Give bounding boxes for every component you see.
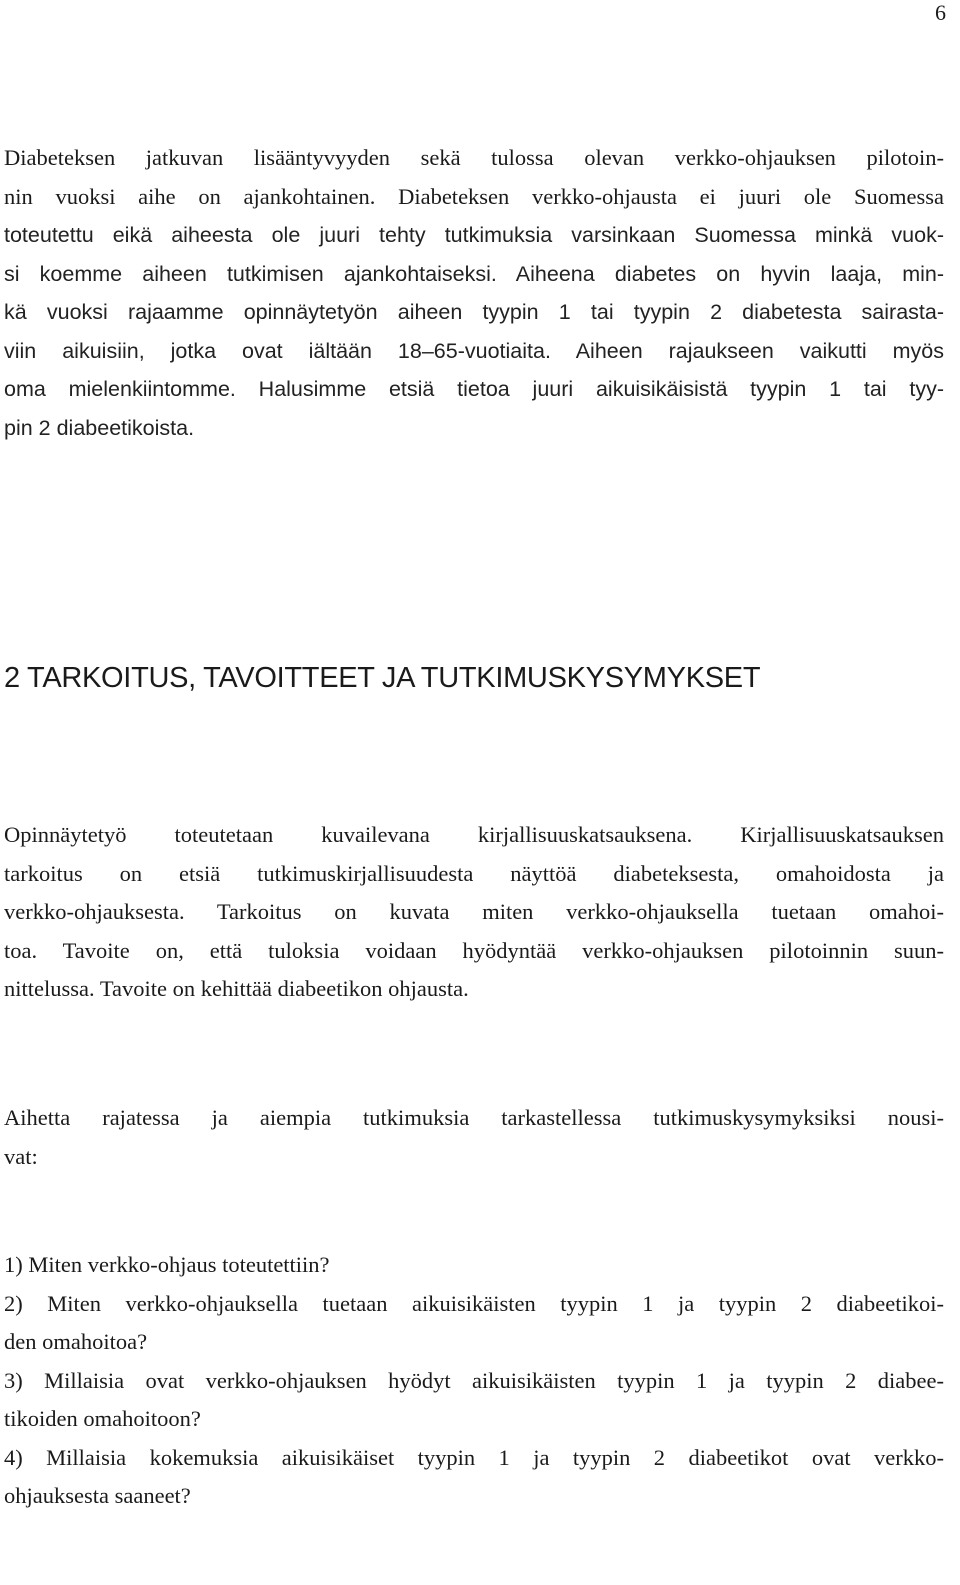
text-line: ohjauksesta saaneet?: [4, 1483, 191, 1508]
intro-paragraph: [4, 139, 944, 447]
research-question: [4, 1285, 944, 1362]
text-line: pin 2 diabeetikoista.: [4, 415, 195, 440]
text-line: den omahoitoa?: [4, 1329, 148, 1354]
text-line: Aihetta rajatessa ja aiempia tutkimuksia tarkastellessa tutkimuskysymyksiksi nousi-: [4, 1105, 944, 1130]
text-line: Diabeteksen jatkuvan lisääntyvyyden sekä tulossa olevan verkko-ohjauksen pilotoin-: [4, 145, 944, 170]
research-question: [4, 1439, 944, 1516]
research-question: [4, 1362, 944, 1439]
section-heading: 2 TARKOITUS, TAVOITTEET JA TUTKIMUSKYSYMYKSET: [4, 662, 761, 694]
text-line: vat:: [4, 1143, 38, 1169]
text-line: oma mielenkiintomme. Halusimme etsiä tietoa juuri aikuisikäisistä tyypin 1 tai tyy-: [4, 377, 944, 401]
text-line: toa. Tavoite on, että tuloksia voidaan hyödyntää verkko-ohjauksen pilotoinnin suun-: [4, 937, 944, 963]
text-line: 2) Miten verkko-ohjauksella tuetaan aikuisikäisten tyypin 1 ja tyypin 2 diabeetikoi-: [4, 1290, 944, 1316]
text-line: toteutettu eikä aiheesta ole juuri tehty tutkimuksia varsinkaan Suomessa minkä vuok-: [4, 223, 944, 247]
text-line: 4) Millaisia kokemuksia aikuisikäiset tyypin 1 ja tyypin 2 diabeetikot ovat verkko-: [4, 1444, 944, 1470]
text-line: viin aikuisiin, jotka ovat iältään 18–65-vuotiaita. Aiheen rajaukseen vaikutti myös: [4, 338, 944, 363]
page-number: 6: [935, 0, 946, 25]
research-question: [4, 1246, 944, 1285]
purpose-paragraph: [4, 816, 944, 1009]
text-line: nittelussa. Tavoite on kehittää diabeetikon ohjausta.: [4, 976, 469, 1001]
questions-intro-paragraph: [4, 1099, 944, 1176]
text-line: si koemme aiheen tutkimisen ajankohtaiseksi. Aiheena diabetes on hyvin laaja, min-: [4, 261, 944, 286]
text-line: nin vuoksi aihe on ajankohtainen. Diabeteksen verkko-ohjausta ei juuri ole Suomessa: [4, 183, 944, 209]
text-line: verkko-ohjauksesta. Tarkoitus on kuvata miten verkko-ohjauksella tuetaan omahoi-: [4, 899, 944, 924]
text-line: 3) Millaisia ovat verkko-ohjauksen hyödyt aikuisikäisten tyypin 1 ja tyypin 2 diabee-: [4, 1367, 944, 1393]
research-questions-list: [4, 1246, 944, 1516]
text-line: kä vuoksi rajaamme opinnäytetyön aiheen tyypin 1 tai tyypin 2 diabetesta sairasta-: [4, 300, 944, 324]
text-line: Opinnäytetyö toteutetaan kuvailevana kirjallisuuskatsauksena. Kirjallisuuskatsauksen: [4, 822, 944, 847]
text-line: tarkoitus on etsiä tutkimuskirjallisuudesta näyttöä diabeteksesta, omahoidosta ja: [4, 860, 944, 886]
text-line: tikoiden omahoitoon?: [4, 1406, 201, 1431]
text-line: 1) Miten verkko-ohjaus toteutettiin?: [4, 1252, 330, 1277]
